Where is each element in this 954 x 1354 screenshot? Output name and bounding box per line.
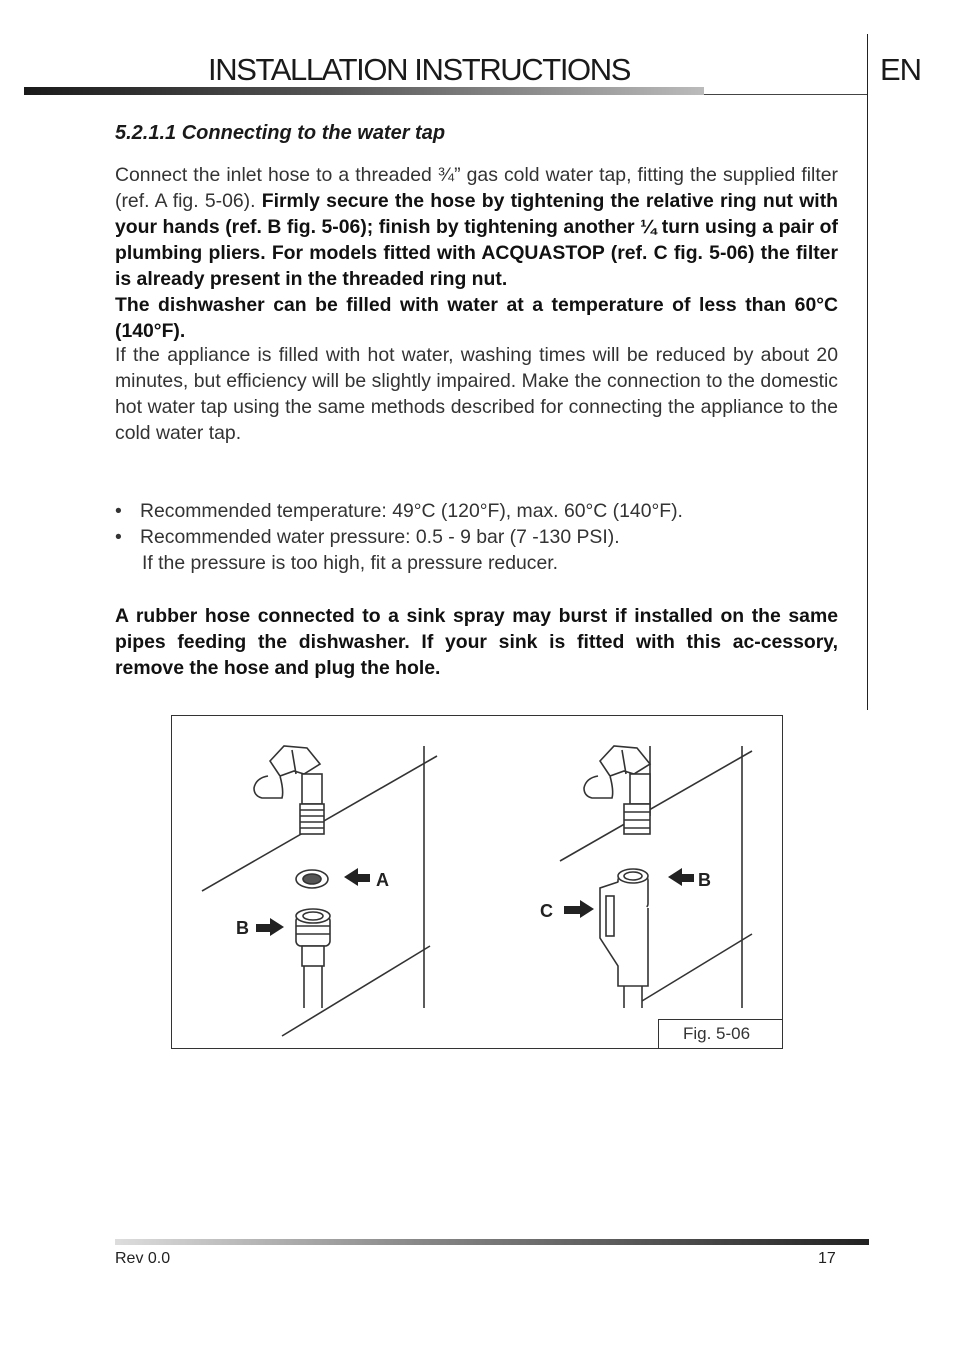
bullet-marker: • [115, 500, 122, 522]
figure-5-06 [171, 715, 783, 1049]
label-b-right: B [698, 870, 711, 890]
paragraph-connection [115, 162, 838, 344]
pressure-note: If the pressure is too high, fit a pressure reducer. [142, 552, 559, 574]
footer-bar [115, 1239, 869, 1245]
section-heading: 5.2.1.1 Connecting to the water tap [115, 122, 446, 144]
figure-caption: Fig. 5-06 [683, 1024, 751, 1043]
paragraph-hot-water: If the appliance is filled with hot water, washing times will be reduced by about 20 minutes, but efficiency will be slightly impaired. Make the connection to the domestic hot water tap using the same methods described for connecting the appliance to the cold water tap. [115, 344, 838, 444]
header-bar [24, 87, 704, 95]
temperature-note: The dishwasher can be filled with water at a temperature of less than 60°C (140°F). [115, 294, 838, 342]
page-number: 17 [818, 1250, 836, 1267]
water-tap-illustration [172, 716, 782, 1048]
page-header-title: INSTALLATION INSTRUCTIONS [208, 52, 631, 87]
paragraph-connection-bold: Firmly secure the hose by tightening the relative ring nut with your hands (ref. B fig. 5-06); finish by tightening another ¼ turn using a pair of plumbing pliers. For models fitted with ACQUASTOP (ref. C fig. 5-06) the filter is already present in the threaded ring nut. [115, 190, 838, 290]
paragraph-connection-plain: Connect the inlet hose to a threaded ¾” gas cold water tap, fitting the supplied filter (ref. A fig. 5-06). [115, 164, 838, 212]
bullet-marker: • [115, 526, 122, 548]
list-item [115, 524, 838, 550]
revision-label: Rev 0.0 [115, 1250, 171, 1267]
language-code: EN [880, 52, 922, 87]
list-item-text: Recommended temperature: 49°C (120°F), max. 60°C (140°F). [140, 500, 683, 522]
warning-paragraph: A rubber hose connected to a sink spray may burst if installed on the same pipes feeding the dishwasher. If your sink is fitted with this ac-cessory, remove the hose and plug the hole. [115, 605, 838, 679]
list-item-text: Recommended water pressure: 0.5 - 9 bar (7 -130 PSI). [140, 526, 620, 548]
label-c: C [540, 901, 553, 921]
label-b-left: B [236, 918, 249, 938]
header-rule [704, 94, 868, 95]
list-item [115, 498, 838, 524]
recommendations-list [115, 498, 838, 576]
label-a: A [376, 870, 389, 890]
margin-rule [867, 34, 868, 710]
